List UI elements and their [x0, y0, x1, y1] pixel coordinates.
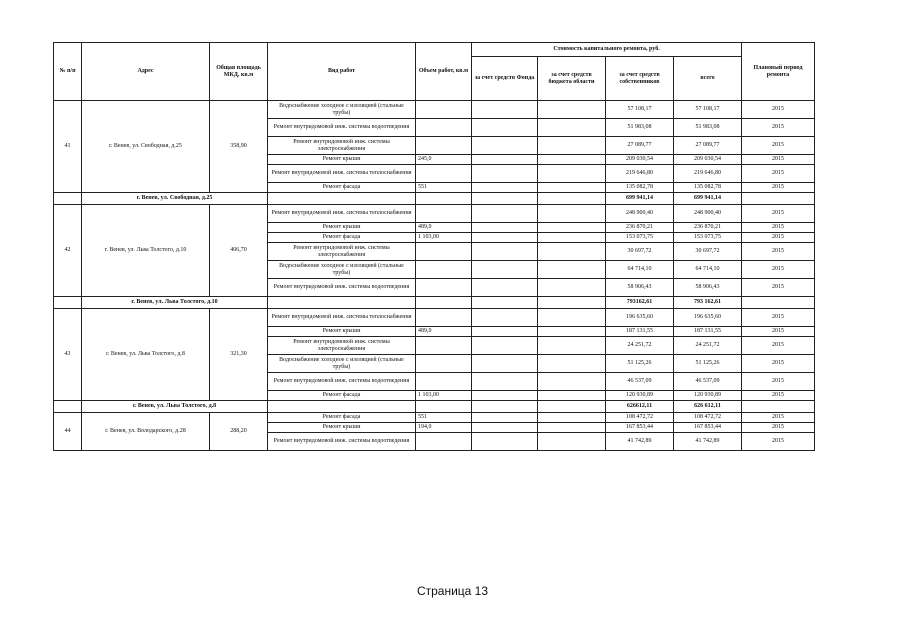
subtotal-address: г. Венев, ул. Свободная, д.25 [82, 193, 268, 205]
owners-cost: 236 870,21 [606, 223, 674, 233]
total-cost: 51 983,08 [674, 119, 742, 137]
region-cost [538, 165, 606, 183]
owners-cost: 30 697,72 [606, 243, 674, 261]
owners-cost: 51 983,08 [606, 119, 674, 137]
document-sheet [53, 42, 814, 451]
subtotal-total: 699 941,14 [674, 193, 742, 205]
work-type: Ремонт фасада [268, 413, 416, 423]
fund-cost [472, 233, 538, 243]
owners-cost: 248 900,40 [606, 205, 674, 223]
work-type: Ремонт внутридомовой инж. системы водоотведения [268, 279, 416, 297]
subtotal-fund [472, 193, 538, 205]
row-number: 43 [54, 309, 82, 401]
subtotal-owners: 699 941,14 [606, 193, 674, 205]
region-cost [538, 223, 606, 233]
region-cost [538, 137, 606, 155]
planned-period: 2015 [742, 165, 815, 183]
total-cost: 24 251,72 [674, 337, 742, 355]
region-cost [538, 119, 606, 137]
table-row [54, 101, 815, 119]
region-cost [538, 261, 606, 279]
work-type: Ремонт внутридомовой инж. системы теплоснабжения [268, 165, 416, 183]
row-area: 358,90 [210, 101, 268, 193]
row-number: 41 [54, 101, 82, 193]
owners-cost: 46 537,09 [606, 373, 674, 391]
fund-cost [472, 327, 538, 337]
row-area: 321,30 [210, 309, 268, 401]
region-cost [538, 355, 606, 373]
total-cost: 219 646,80 [674, 165, 742, 183]
subtotal-address: г. Венев, ул. Льва Толстого, д.8 [82, 401, 268, 413]
region-cost [538, 101, 606, 119]
work-type: Водоснабжение холодное с изоляцией (стальные трубы) [268, 101, 416, 119]
subtotal-region [538, 193, 606, 205]
work-volume [416, 433, 472, 451]
region-cost [538, 327, 606, 337]
owners-cost: 41 742,89 [606, 433, 674, 451]
row-area: 288,20 [210, 413, 268, 451]
owners-cost: 27 089,77 [606, 137, 674, 155]
work-volume [416, 279, 472, 297]
region-cost [538, 279, 606, 297]
total-cost: 187 131,55 [674, 327, 742, 337]
planned-period: 2015 [742, 373, 815, 391]
planned-period: 2015 [742, 183, 815, 193]
fund-cost [472, 373, 538, 391]
subtotal-num [54, 193, 82, 205]
region-cost [538, 309, 606, 327]
fund-cost [472, 391, 538, 401]
row-number: 42 [54, 205, 82, 297]
work-volume: 551 [416, 413, 472, 423]
planned-period: 2015 [742, 327, 815, 337]
subtotal-num [54, 297, 82, 309]
header-period: Плановый период ремонта [742, 43, 815, 101]
fund-cost [472, 337, 538, 355]
fund-cost [472, 309, 538, 327]
work-type: Ремонт внутридомовой инж. системы водоотведения [268, 433, 416, 451]
subtotal-period [742, 297, 815, 309]
region-cost [538, 391, 606, 401]
subtotal-work [268, 401, 416, 413]
subtotal-row [54, 193, 815, 205]
work-volume: 489,0 [416, 327, 472, 337]
work-type: Ремонт внутридомовой инж. системы электроснабжения [268, 337, 416, 355]
owners-cost: 153 073,75 [606, 233, 674, 243]
work-volume: 245,0 [416, 155, 472, 165]
owners-cost: 24 251,72 [606, 337, 674, 355]
fund-cost [472, 423, 538, 433]
capital-repair-table [53, 42, 815, 451]
planned-period: 2015 [742, 137, 815, 155]
header-address: Адрес [82, 43, 210, 101]
owners-cost: 219 646,80 [606, 165, 674, 183]
row-address: г. Венев, ул. Льва Толстого, д.10 [82, 205, 210, 297]
total-cost: 209 030,54 [674, 155, 742, 165]
row-address: г. Венев, ул. Свободная, д.25 [82, 101, 210, 193]
fund-cost [472, 119, 538, 137]
owners-cost: 108 472,72 [606, 413, 674, 423]
subtotal-owners: 793162,61 [606, 297, 674, 309]
header-volume: Объем работ, кв.м [416, 43, 472, 101]
planned-period: 2015 [742, 261, 815, 279]
subtotal-volume [416, 297, 472, 309]
work-type: Ремонт внутридомовой инж. системы электроснабжения [268, 137, 416, 155]
header-cost-group: Стоимость капитального ремонта, руб. [472, 43, 742, 57]
subtotal-volume [416, 193, 472, 205]
header-region: за счет средств бюджета области [538, 57, 606, 101]
total-cost: 30 697,72 [674, 243, 742, 261]
region-cost [538, 183, 606, 193]
total-cost: 120 930,89 [674, 391, 742, 401]
planned-period: 2015 [742, 155, 815, 165]
total-cost: 153 073,75 [674, 233, 742, 243]
row-address: г. Венев, ул. Льва Толстого, д.8 [82, 309, 210, 401]
planned-period: 2015 [742, 391, 815, 401]
row-number: 44 [54, 413, 82, 451]
subtotal-region [538, 401, 606, 413]
work-volume [416, 373, 472, 391]
total-cost: 248 900,40 [674, 205, 742, 223]
subtotal-period [742, 193, 815, 205]
fund-cost [472, 433, 538, 451]
work-volume: 1 103,00 [416, 233, 472, 243]
region-cost [538, 373, 606, 391]
fund-cost [472, 137, 538, 155]
total-cost: 58 906,43 [674, 279, 742, 297]
subtotal-fund [472, 297, 538, 309]
total-cost: 27 089,77 [674, 137, 742, 155]
page-number: Страница 13 [416, 584, 489, 598]
owners-cost: 51 125,26 [606, 355, 674, 373]
work-type: Ремонт крыши [268, 223, 416, 233]
planned-period: 2015 [742, 355, 815, 373]
planned-period: 2015 [742, 205, 815, 223]
fund-cost [472, 243, 538, 261]
owners-cost: 187 131,55 [606, 327, 674, 337]
subtotal-address: г. Венев, ул. Льва Толстого, д.10 [82, 297, 268, 309]
work-volume: 489,0 [416, 223, 472, 233]
planned-period: 2015 [742, 413, 815, 423]
work-type: Ремонт крыши [268, 155, 416, 165]
table-row [54, 413, 815, 423]
work-volume [416, 261, 472, 279]
subtotal-total: 793 162,61 [674, 297, 742, 309]
work-type: Ремонт внутридомовой инж. системы водоотведения [268, 119, 416, 137]
table-row [54, 205, 815, 223]
region-cost [538, 413, 606, 423]
total-cost: 108 472,72 [674, 413, 742, 423]
subtotal-work [268, 193, 416, 205]
planned-period: 2015 [742, 433, 815, 451]
fund-cost [472, 279, 538, 297]
planned-period: 2015 [742, 223, 815, 233]
work-type: Водоснабжение холодное с изоляцией (стальные трубы) [268, 261, 416, 279]
owners-cost: 57 108,17 [606, 101, 674, 119]
total-cost: 167 853,44 [674, 423, 742, 433]
work-volume [416, 119, 472, 137]
work-type: Ремонт внутридомовой инж. системы водоотведения [268, 373, 416, 391]
fund-cost [472, 155, 538, 165]
header-work: Вид работ [268, 43, 416, 101]
total-cost: 64 714,10 [674, 261, 742, 279]
planned-period: 2015 [742, 337, 815, 355]
region-cost [538, 337, 606, 355]
subtotal-period [742, 401, 815, 413]
region-cost [538, 433, 606, 451]
region-cost [538, 205, 606, 223]
total-cost: 51 125,26 [674, 355, 742, 373]
fund-cost [472, 413, 538, 423]
work-type: Водоснабжение холодное с изоляцией (стальные трубы) [268, 355, 416, 373]
work-type: Ремонт внутридомовой инж. системы теплоснабжения [268, 205, 416, 223]
subtotal-work [268, 297, 416, 309]
fund-cost [472, 165, 538, 183]
total-cost: 41 742,89 [674, 433, 742, 451]
fund-cost [472, 223, 538, 233]
header-owners: за счет средств собственников [606, 57, 674, 101]
subtotal-fund [472, 401, 538, 413]
work-volume [416, 337, 472, 355]
total-cost: 57 108,17 [674, 101, 742, 119]
subtotal-total: 626 612,11 [674, 401, 742, 413]
work-type: Ремонт фасада [268, 391, 416, 401]
subtotal-region [538, 297, 606, 309]
fund-cost [472, 183, 538, 193]
owners-cost: 120 930,89 [606, 391, 674, 401]
total-cost: 135 082,78 [674, 183, 742, 193]
fund-cost [472, 355, 538, 373]
total-cost: 46 537,09 [674, 373, 742, 391]
planned-period: 2015 [742, 119, 815, 137]
table-body [54, 101, 815, 451]
header-area: Общая площадь МКД, кв.м [210, 43, 268, 101]
work-volume [416, 137, 472, 155]
fund-cost [472, 101, 538, 119]
fund-cost [472, 205, 538, 223]
row-area: 406,70 [210, 205, 268, 297]
owners-cost: 196 635,60 [606, 309, 674, 327]
planned-period: 2015 [742, 233, 815, 243]
work-volume: 1 103,00 [416, 391, 472, 401]
work-volume [416, 101, 472, 119]
subtotal-volume [416, 401, 472, 413]
work-type: Ремонт фасада [268, 183, 416, 193]
work-type: Ремонт крыши [268, 423, 416, 433]
owners-cost: 209 030,54 [606, 155, 674, 165]
work-volume: 194,0 [416, 423, 472, 433]
region-cost [538, 243, 606, 261]
region-cost [538, 423, 606, 433]
work-type: Ремонт внутридомовой инж. системы электроснабжения [268, 243, 416, 261]
work-type: Ремонт крыши [268, 327, 416, 337]
work-volume [416, 309, 472, 327]
header-total: всего [674, 57, 742, 101]
owners-cost: 64 714,10 [606, 261, 674, 279]
work-type: Ремонт внутридомовой инж. системы теплоснабжения [268, 309, 416, 327]
row-address: г. Венев, ул. Володарского, д.28 [82, 413, 210, 451]
region-cost [538, 233, 606, 243]
work-volume [416, 165, 472, 183]
subtotal-owners: 626612,11 [606, 401, 674, 413]
planned-period: 2015 [742, 279, 815, 297]
work-volume [416, 205, 472, 223]
planned-period: 2015 [742, 101, 815, 119]
fund-cost [472, 261, 538, 279]
work-volume [416, 243, 472, 261]
work-volume: 551 [416, 183, 472, 193]
subtotal-num [54, 401, 82, 413]
total-cost: 196 635,60 [674, 309, 742, 327]
owners-cost: 167 853,44 [606, 423, 674, 433]
header-num: № п/п [54, 43, 82, 101]
work-volume [416, 355, 472, 373]
planned-period: 2015 [742, 309, 815, 327]
total-cost: 236 870,21 [674, 223, 742, 233]
planned-period: 2015 [742, 423, 815, 433]
planned-period: 2015 [742, 243, 815, 261]
subtotal-row [54, 401, 815, 413]
work-type: Ремонт фасада [268, 233, 416, 243]
region-cost [538, 155, 606, 165]
owners-cost: 58 906,43 [606, 279, 674, 297]
table-row [54, 309, 815, 327]
header-fund: за счет средств Фонда [472, 57, 538, 101]
subtotal-row [54, 297, 815, 309]
owners-cost: 135 082,78 [606, 183, 674, 193]
